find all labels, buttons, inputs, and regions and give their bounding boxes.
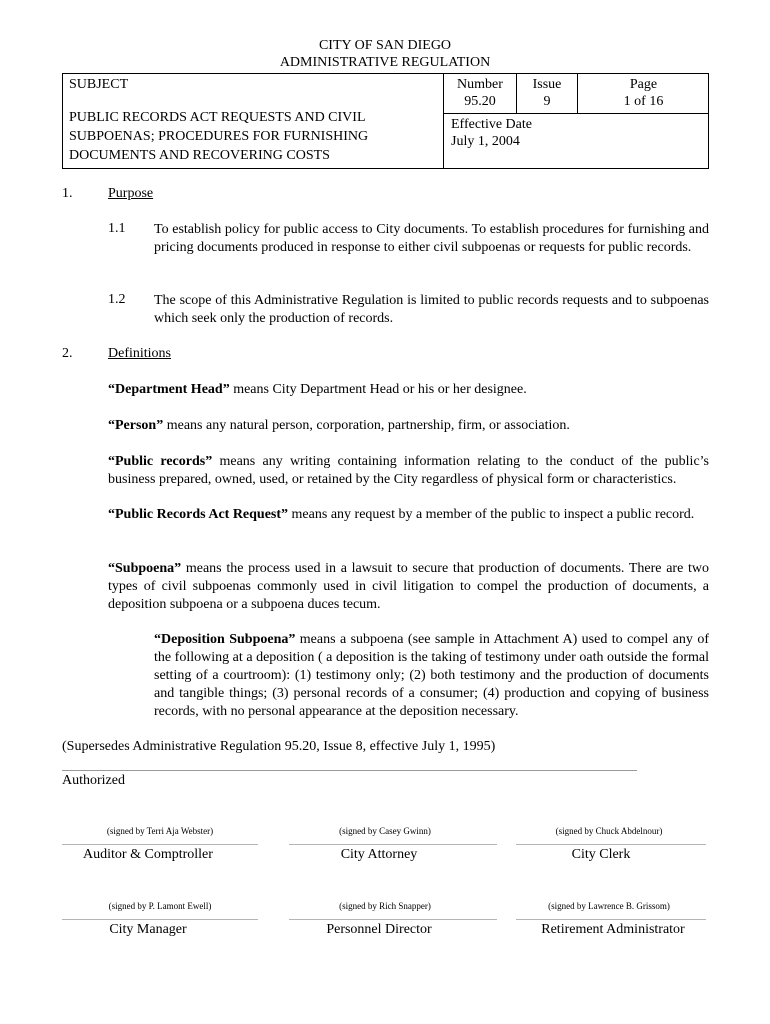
issue-value: 9 (543, 94, 551, 109)
authorized-label: Authorized (62, 773, 125, 788)
header-divider-row (443, 113, 709, 114)
definition-public-records (108, 453, 709, 489)
supersedes-note: (Supersedes Administrative Regulation 95.20, Issue 8, effective July 1, 1995) (62, 739, 496, 754)
effective-date-label: Effective Date (451, 117, 532, 132)
signature-line (289, 919, 497, 920)
signature-city-attorney: (signed by Casey Gwinn) (339, 826, 431, 836)
section-1-title: Purpose (108, 186, 154, 201)
role-personnel-director: Personnel Director (326, 922, 432, 937)
definition-public-records-act-request (108, 506, 709, 524)
issue-label: Issue (532, 77, 562, 92)
subject-line-1: PUBLIC RECORDS ACT REQUESTS AND CIVIL (69, 110, 366, 125)
signature-line (62, 919, 258, 920)
role-city-clerk: City Clerk (571, 847, 631, 862)
role-city-manager: City Manager (109, 922, 187, 937)
signature-personnel-director: (signed by Rich Snapper) (339, 901, 431, 911)
definition-department-head (108, 381, 709, 399)
effective-date-value: July 1, 2004 (451, 134, 520, 149)
signature-line (289, 844, 497, 845)
signature-line (62, 844, 258, 845)
number-label: Number (457, 77, 503, 92)
item-1-2-number: 1.2 (108, 292, 126, 307)
subject-label: SUBJECT (69, 77, 129, 92)
definition-term: “Public records” (108, 454, 213, 469)
signature-retirement-administrator: (signed by Lawrence B. Grissom) (548, 901, 670, 911)
role-city-attorney: City Attorney (340, 847, 418, 862)
definition-text: means any writing containing information relating to the conduct of the public’s business prepared, owned, used, or retained by the City regardless of physical form or characteristics. (108, 454, 709, 487)
number-value: 95.20 (464, 94, 496, 109)
subject-line-2: SUBPOENAS; PROCEDURES FOR FURNISHING (69, 129, 369, 144)
signature-line (516, 919, 706, 920)
definition-term: “Person” (108, 418, 164, 433)
subject-line-3: DOCUMENTS AND RECOVERING COSTS (69, 148, 330, 163)
role-retirement-administrator: Retirement Administrator (541, 922, 685, 937)
signature-line (516, 844, 706, 845)
definition-deposition-subpoena (154, 631, 709, 721)
signature-auditor: (signed by Terri Aja Webster) (106, 826, 214, 836)
item-1-1-number: 1.1 (108, 221, 126, 236)
item-1-2-text: The scope of this Administrative Regulation is limited to public records requests and to subpoenas which seek only the production of records. (154, 293, 709, 326)
definition-text: means any natural person, corporation, partnership, firm, or association. (163, 418, 570, 433)
definition-text: means the process used in a lawsuit to secure that production of documents. There are two types of civil subpoenas commonly used in civil litigation to compel the production of documents, a deposition subpoena or a subpoena duces tecum. (108, 561, 709, 612)
definition-term: “Department Head” (108, 382, 230, 397)
section-1-number: 1. (62, 186, 73, 201)
definition-term: “Deposition Subpoena” (154, 632, 296, 647)
authorized-rule (62, 770, 637, 771)
item-1-1-text: To establish policy for public access to City documents. To establish procedures for furnishing and pricing documents produced in response to either civil subpoenas or requests for public records. (154, 222, 709, 255)
definition-subpoena (108, 560, 709, 614)
definition-text: means a subpoena (see sample in Attachment A) used to compel any of the following at a deposition ( a deposition is the taking of testimony under oath outside the formal setting of a courtroom): (1) testimony only; (2) both testimony and the production of documents and tangible things; (3) personal records of a consumer; (4) production and copying of business records, with no personal appearance at the deposition necessary. (154, 632, 709, 719)
definition-term: “Public Records Act Request” (108, 507, 289, 522)
header-city-title: CITY OF SAN DIEGO (318, 38, 452, 53)
page-value: 1 of 16 (623, 94, 664, 109)
definition-term: “Subpoena” (108, 561, 182, 576)
page-label: Page (629, 77, 658, 92)
definition-person (108, 417, 709, 435)
role-auditor-comptroller: Auditor & Comptroller (83, 847, 213, 862)
signature-city-clerk: (signed by Chuck Abdelnour) (555, 826, 663, 836)
section-2-title: Definitions (108, 346, 171, 361)
header-regulation-title: ADMINISTRATIVE REGULATION (279, 55, 491, 70)
section-2-number: 2. (62, 346, 73, 361)
definition-text: means any request by a member of the public to inspect a public record. (288, 507, 695, 522)
definition-text: means City Department Head or his or her designee. (229, 382, 527, 397)
signature-city-manager: (signed by P. Lamont Ewell) (108, 901, 212, 911)
